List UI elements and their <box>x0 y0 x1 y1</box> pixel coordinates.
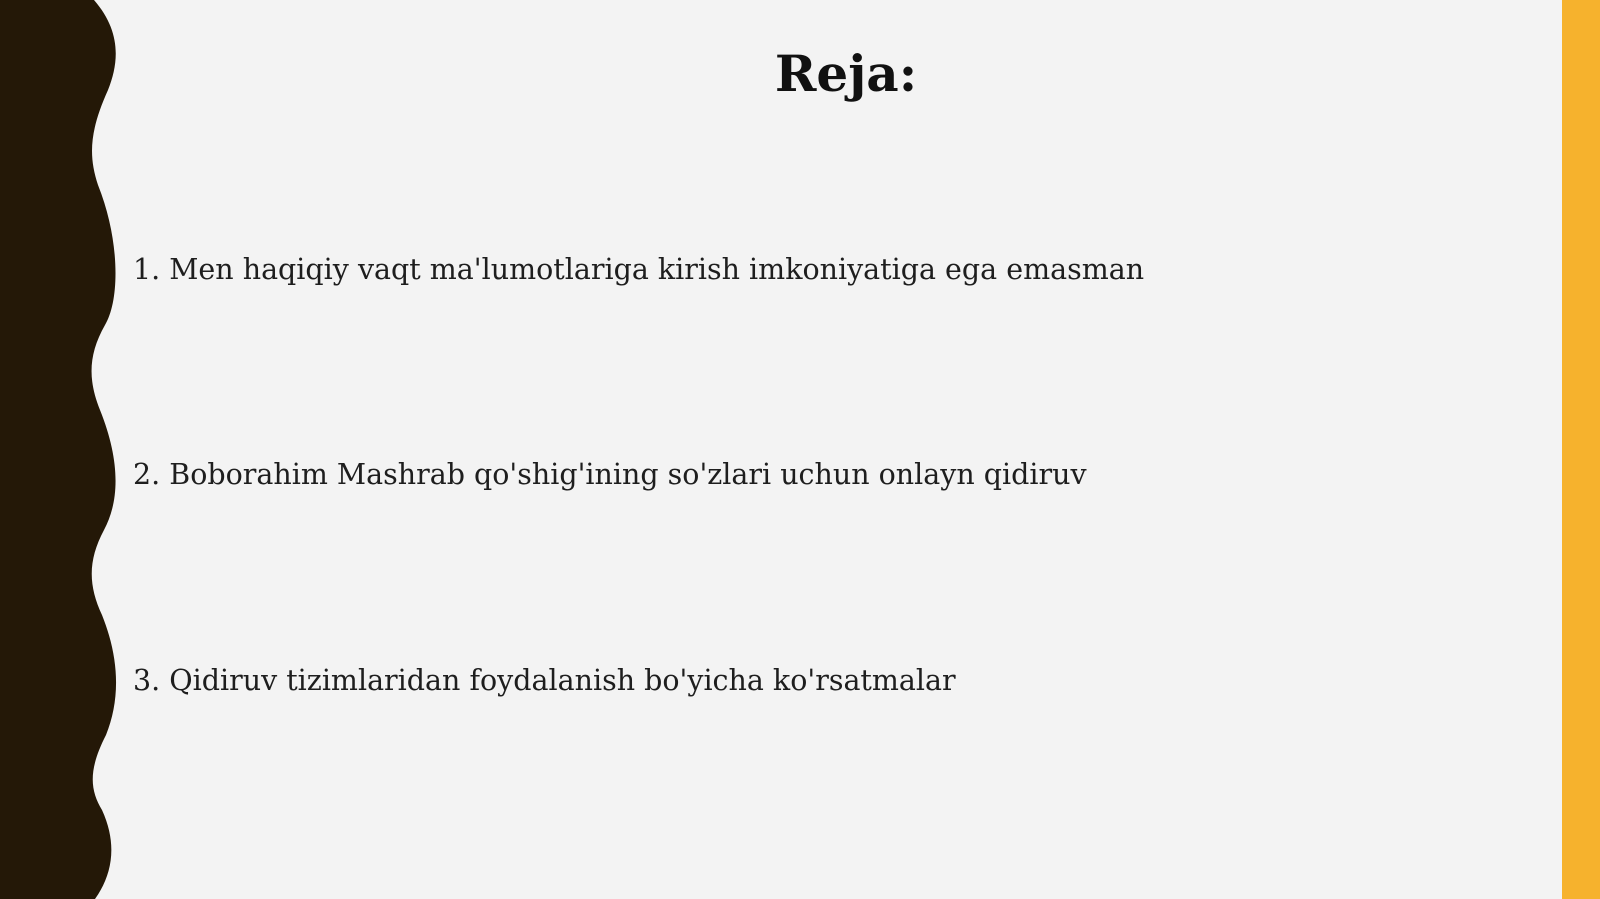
left-wave-border <box>0 0 130 899</box>
right-accent-bar <box>1562 0 1600 899</box>
plan-item-3: 3. Qidiruv tizimlaridan foydalanish bo'yicha ko'rsatmalar <box>133 664 956 697</box>
plan-item-1: 1. Men haqiqiy vaqt ma'lumotlariga kirish imkoniyatiga ega emasman <box>133 253 1145 286</box>
slide-title: Reja: <box>774 44 918 103</box>
plan-item-2: 2. Boborahim Mashrab qo'shig'ining so'zlari uchun onlayn qidiruv <box>133 458 1087 491</box>
